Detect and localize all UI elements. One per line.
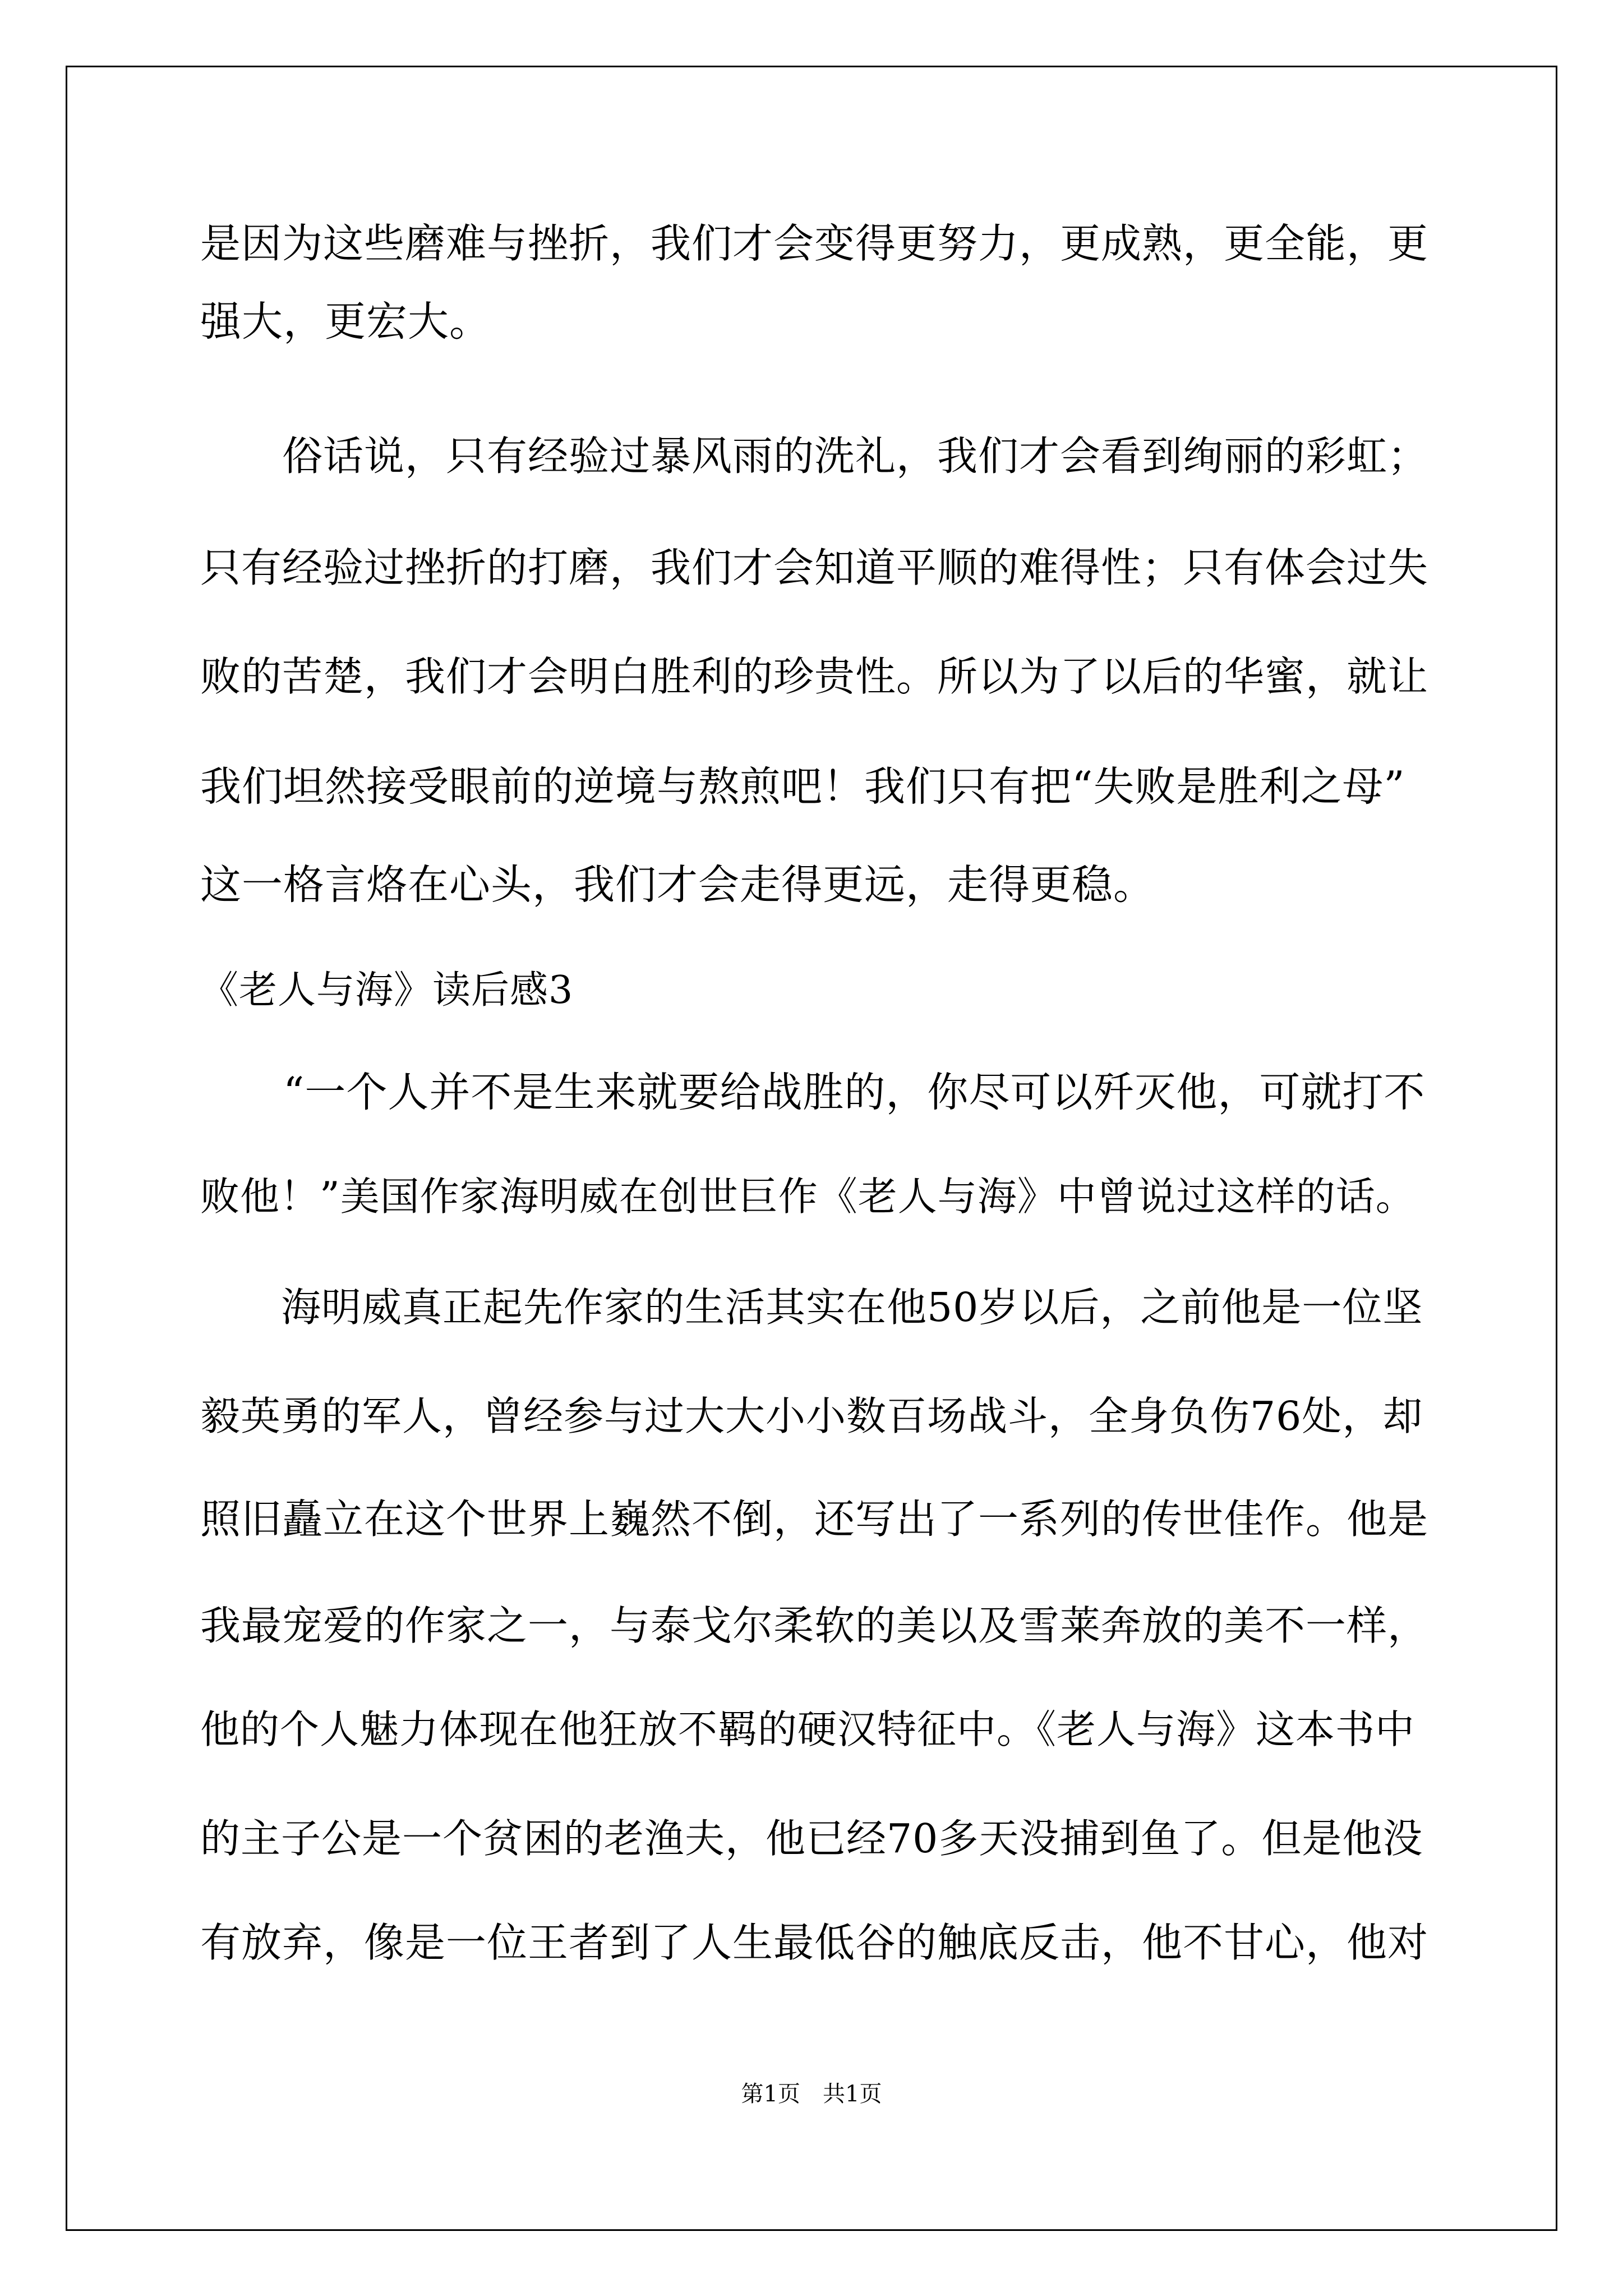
page-border [66,66,1557,2231]
body-line: 我最宠爱的作家之一，与泰戈尔柔软的美以及雪莱奔放的美不一样， [200,1602,1429,1649]
body-line: 是因为这些磨难与挫折，我们才会变得更努力，更成熟，更全能，更 [200,220,1429,267]
body-line: 毅英勇的军人，曾经参与过大大小小数百场战斗，全身负伤76处，却 [200,1393,1423,1439]
body-line: 我们坦然接受眼前的逆境与熬煎吧！我们只有把“失败是胜利之母” [200,763,1405,811]
body-line: 俗话说，只有经验过暴风雨的洗礼，我们才会看到绚丽的彩虹； [200,432,1429,480]
page-footer [0,2078,1623,2110]
body-line: 海明威真正起先作家的生活其实在他50岁以后，之前他是一位坚 [200,1284,1423,1331]
body-line: 的主子公是一个贫困的老渔夫，他已经70多天没捕到鱼了。但是他没 [200,1815,1423,1862]
body-line: 败的苦楚，我们才会明白胜利的珍贵性。所以为了以后的华蜜，就让 [200,653,1429,700]
body-line: 只有经验过挫折的打磨，我们才会知道平顺的难得性；只有体会过失 [200,544,1429,591]
page-number: 第1页 共1页 [741,2081,882,2107]
body-line: 照旧矗立在这个世界上巍然不倒，还写出了一系列的传世佳作。他是 [200,1496,1429,1543]
body-line: 强大，更宏大。 [200,298,491,346]
body-line: “一个人并不是生来就要给战胜的，你尽可以歼灭他，可就打不 [200,1069,1426,1116]
section-heading: 《老人与海》读后感3 [200,968,574,1013]
body-line: 这一格言烙在心头，我们才会走得更远，走得更稳。 [200,861,1155,909]
body-line: 他的个人魅力体现在他狂放不羁的硬汉特征中。《老人与海》这本书中 [200,1706,1415,1752]
body-line: 有放弃，像是一位王者到了人生最低谷的触底反击，他不甘心，他对 [200,1919,1429,1966]
body-line: 败他！”美国作家海明威在创世巨作《老人与海》中曾说过这样的话。 [200,1174,1415,1220]
